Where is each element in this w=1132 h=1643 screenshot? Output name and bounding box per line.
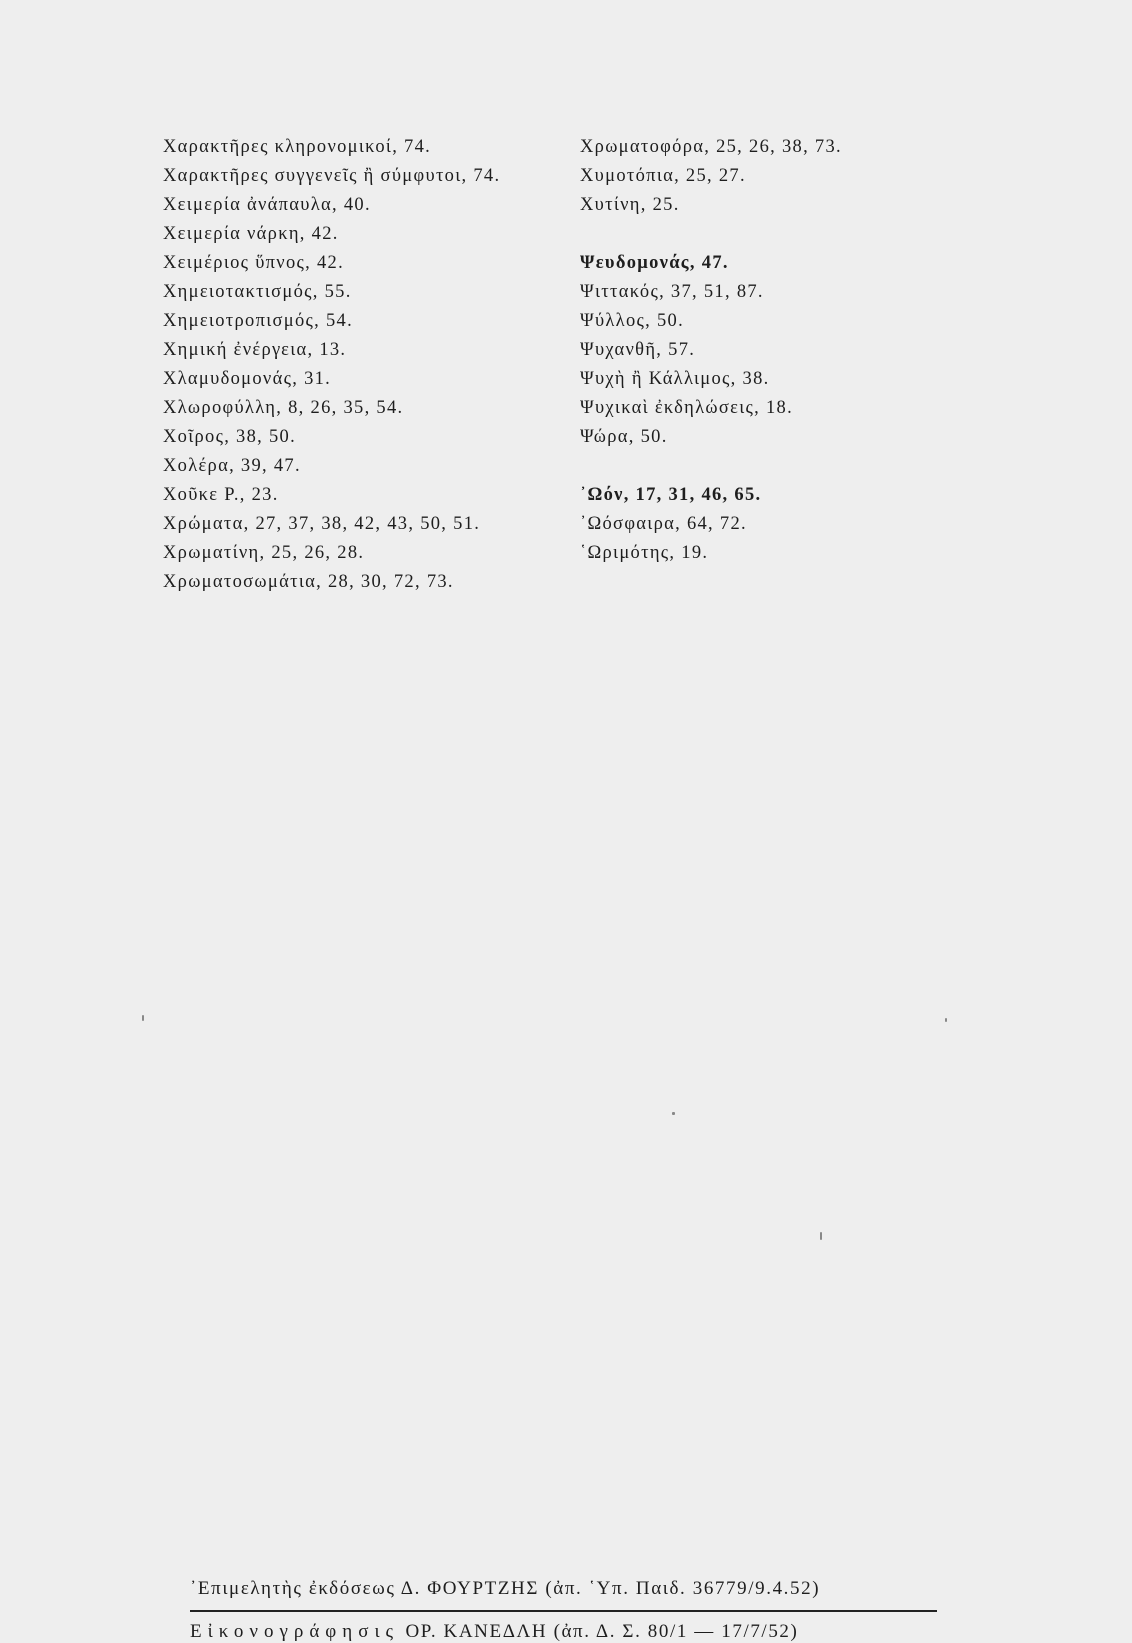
index-entry: Χημειοτακτισμός, 55.	[163, 282, 352, 302]
index-entry: Χημική ἐνέργεια, 13.	[163, 340, 347, 360]
illustration-label: Εἰκονογράφησις	[190, 1621, 400, 1642]
letter-group-gap	[580, 452, 950, 481]
index-entry: Ψύλλος, 50.	[580, 311, 684, 331]
index-entry: Χυμοτόπια, 25, 27.	[580, 166, 746, 186]
index-entry: Χαρακτῆρες κληρονομικοί, 74.	[163, 137, 432, 157]
index-entry: Χοῦκε Ρ., 23.	[163, 485, 279, 505]
index-entry: ᾿Ωόσφαιρα, 64, 72.	[580, 514, 747, 534]
colophon-editor-line: ᾿Επιμελητὴς ἐκδόσεως Δ. ΦΟΥΡΤΖΗΣ (ἀπ. ῾Υπ. Παιδ. 36779/9.4.52)	[190, 1578, 821, 1599]
index-entry: Χλωροφύλλη, 8, 26, 35, 54.	[163, 398, 404, 418]
paper-speck	[820, 1232, 822, 1240]
index-entry: Ψυχὴ ἢ Κάλλιμος, 38.	[580, 369, 770, 389]
index-entry: Ψιττακός, 37, 51, 87.	[580, 282, 764, 302]
index-entry: Χρωματίνη, 25, 26, 28.	[163, 543, 365, 563]
index-entry: Χαρακτῆρες συγγενεῖς ἢ σύμφυτοι, 74.	[163, 166, 501, 186]
index-entry: Χρώματα, 27, 37, 38, 42, 43, 50, 51.	[163, 514, 481, 534]
colophon-illustration-line	[190, 1621, 937, 1643]
index-entry-psi-lead: Ψευδομονάς, 47.	[580, 253, 729, 273]
index-entry-omega-lead: ᾿Ωόν, 17, 31, 46, 65.	[580, 485, 762, 505]
index-entry: Χειμερία ἀνάπαυλα, 40.	[163, 195, 371, 215]
colophon-divider	[190, 1610, 937, 1612]
index-entry: Ψυχανθῆ, 57.	[580, 340, 696, 360]
letter-group-gap	[580, 220, 950, 249]
index-right-column	[580, 133, 950, 568]
index-entry: Χοῖρος, 38, 50.	[163, 427, 297, 447]
paper-speck	[142, 1015, 144, 1021]
index-entry: Χυτίνη, 25.	[580, 195, 680, 215]
index-entry: Χρωματοφόρα, 25, 26, 38, 73.	[580, 137, 842, 157]
index-entry: Χειμέριος ὕπνος, 42.	[163, 253, 345, 273]
index-entry: Ψώρα, 50.	[580, 427, 668, 447]
index-entry: Χρωματοσωμάτια, 28, 30, 72, 73.	[163, 572, 454, 592]
index-entry: Χλαμυδομονάς, 31.	[163, 369, 332, 389]
index-entry: Χειμερία νάρκη, 42.	[163, 224, 339, 244]
index-entry: Ψυχικαὶ ἐκδηλώσεις, 18.	[580, 398, 793, 418]
paper-speck	[945, 1018, 947, 1022]
index-entry: Χολέρα, 39, 47.	[163, 456, 301, 476]
index-entry: ῾Ωριμότης, 19.	[580, 543, 709, 563]
illustration-credit: ΟΡ. ΚΑΝΕΔΛΗ (ἀπ. Δ. Σ. 80/1 — 17/7/52)	[405, 1621, 799, 1642]
index-left-column	[163, 133, 563, 597]
index-entry: Χημειοτροπισμός, 54.	[163, 311, 354, 331]
paper-speck	[672, 1112, 675, 1115]
